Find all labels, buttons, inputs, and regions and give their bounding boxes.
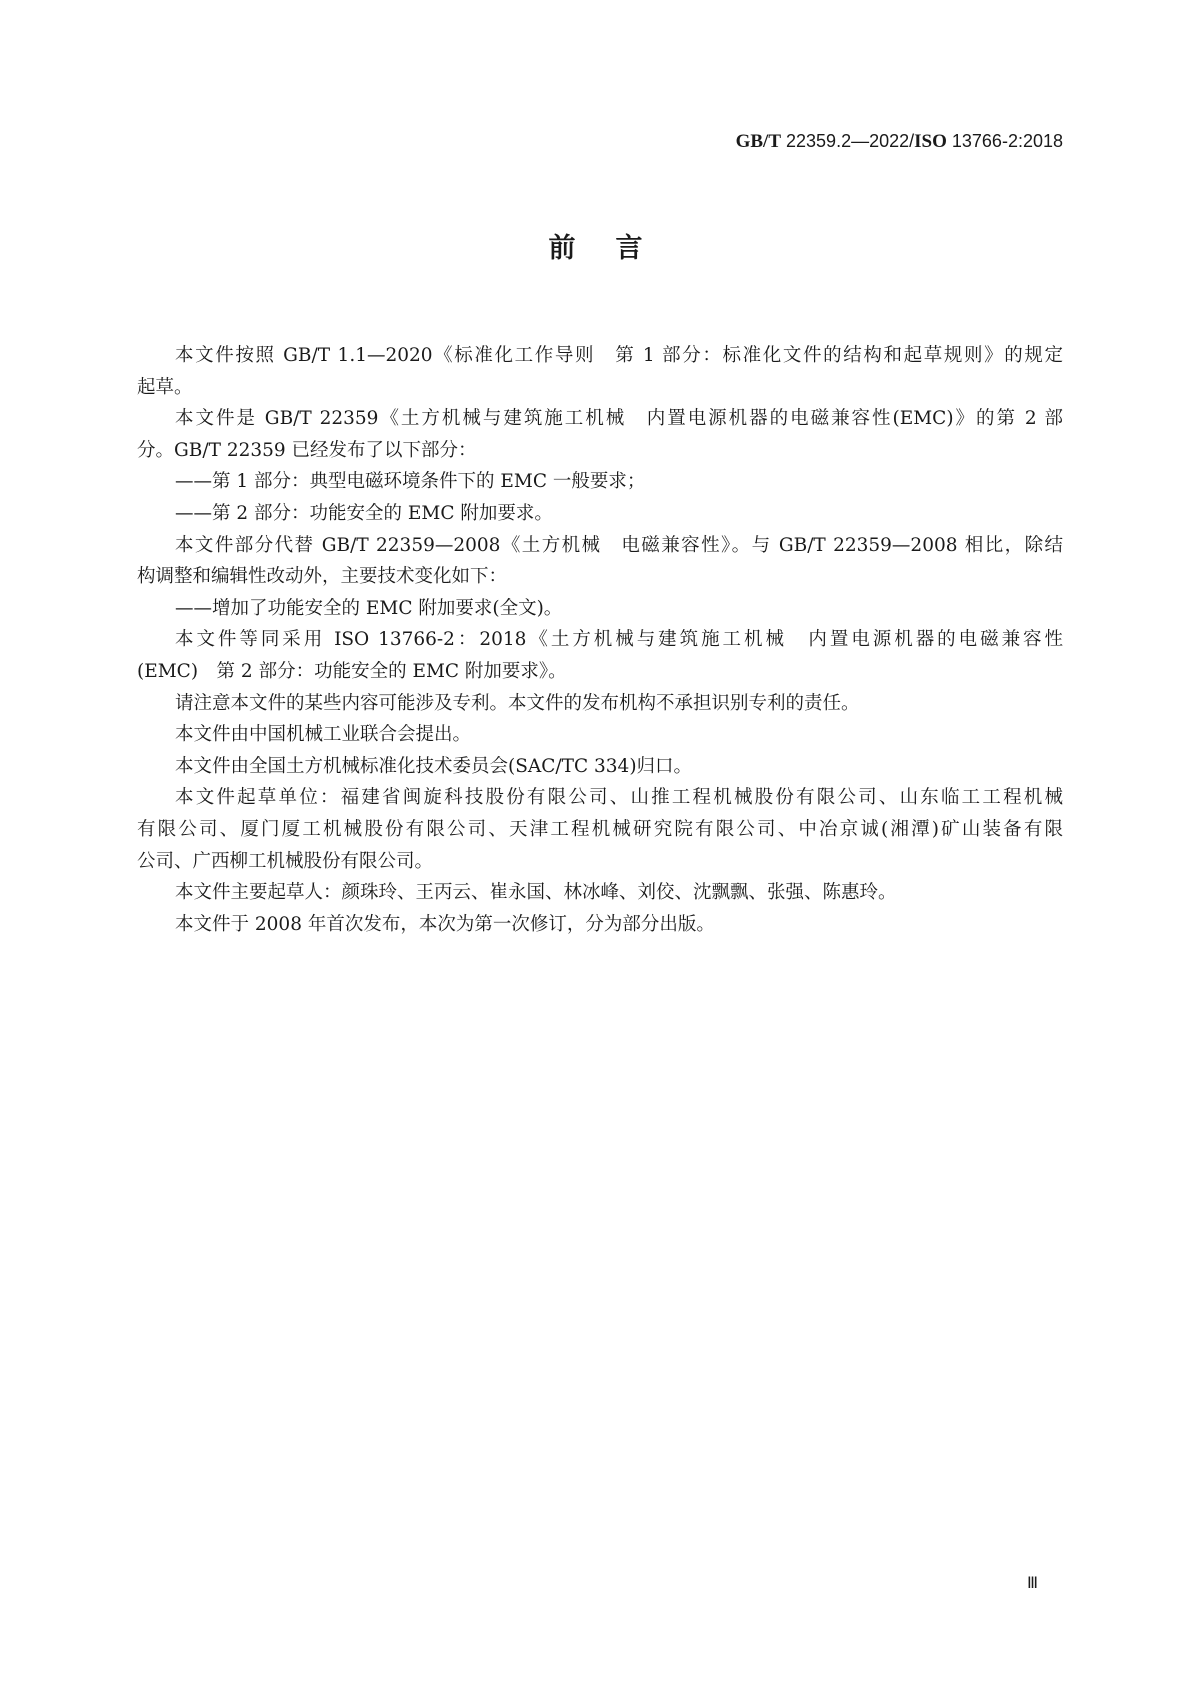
paragraph [137, 403, 1063, 466]
iso-number: 13766-2:2018 [946, 131, 1063, 151]
text-line: (EMC) 第 2 部分：功能安全的 EMC 附加要求》。 [137, 660, 567, 682]
text-line: 本文件等同采用 ISO 13766-2：2018《土方机械与建筑施工机械 内置电源机器的电磁兼容性 [175, 629, 1063, 651]
paragraph [137, 530, 1063, 593]
std-prefix: GB/T [735, 131, 782, 152]
page-number: Ⅲ [1027, 1575, 1039, 1592]
paragraph [137, 782, 1063, 877]
text-line: ——增加了功能安全的 EMC 附加要求(全文)。 [175, 597, 563, 619]
text-line: 本文件由全国土方机械标准化技术委员会(SAC/TC 334)归口。 [175, 755, 693, 777]
paragraph [137, 624, 1063, 687]
paragraph [137, 909, 1063, 941]
paragraph [137, 688, 1063, 720]
text-line: 起草。 [137, 376, 193, 398]
document-body [137, 340, 1063, 940]
paragraph [137, 340, 1063, 403]
text-line: 本文件起草单位：福建省闽旋科技股份有限公司、山推工程机械股份有限公司、山东临工工程机械 [175, 787, 1063, 809]
paragraph [137, 719, 1063, 751]
standard-number-header [736, 131, 1063, 153]
paragraph [137, 466, 1063, 498]
text-line: 本文件按照 GB/T 1.1—2020《标准化工作导则 第 1 部分：标准化文件的结构和起草规则》的规定 [175, 345, 1063, 366]
page-title: 前言 [548, 233, 683, 264]
text-line: ——第 1 部分：典型电磁环境条件下的 EMC 一般要求； [175, 471, 646, 493]
paragraph [137, 593, 1063, 625]
text-line: 请注意本文件的某些内容可能涉及专利。本文件的发布机构不承担识别专利的责任。 [175, 692, 860, 714]
text-line: 本文件部分代替 GB/T 22359—2008《土方机械 电磁兼容性》。与 GB/T 22359—2008 相比，除结 [175, 534, 1063, 556]
text-line: 构调整和编辑性改动外，主要技术变化如下： [137, 566, 508, 588]
text-line: 本文件主要起草人：颜珠玲、王丙云、崔永国、林冰峰、刘佼、沈飘飘、张强、陈惠玲。 [175, 882, 897, 904]
text-line: 分。GB/T 22359 已经发布了以下部分： [137, 439, 477, 461]
std-number: 22359.2—2022/ [781, 131, 915, 151]
paragraph [137, 877, 1063, 909]
text-line: 有限公司、厦门厦工机械股份有限公司、天津工程机械研究院有限公司、中冶京诚(湘潭)矿山装备有限 [137, 818, 1063, 840]
paragraph [137, 498, 1063, 530]
text-line: 公司、广西柳工机械股份有限公司。 [137, 850, 434, 872]
iso-prefix: ISO [914, 131, 947, 152]
text-line: 本文件由中国机械工业联合会提出。 [175, 724, 472, 746]
paragraph [137, 751, 1063, 783]
text-line: 本文件是 GB/T 22359《土方机械与建筑施工机械 内置电源机器的电磁兼容性(EMC)》的第 2 部 [175, 408, 1063, 430]
text-line: 本文件于 2008 年首次发布，本次为第一次修订，分为部分出版。 [175, 913, 715, 935]
text-line: ——第 2 部分：功能安全的 EMC 附加要求。 [175, 502, 553, 524]
